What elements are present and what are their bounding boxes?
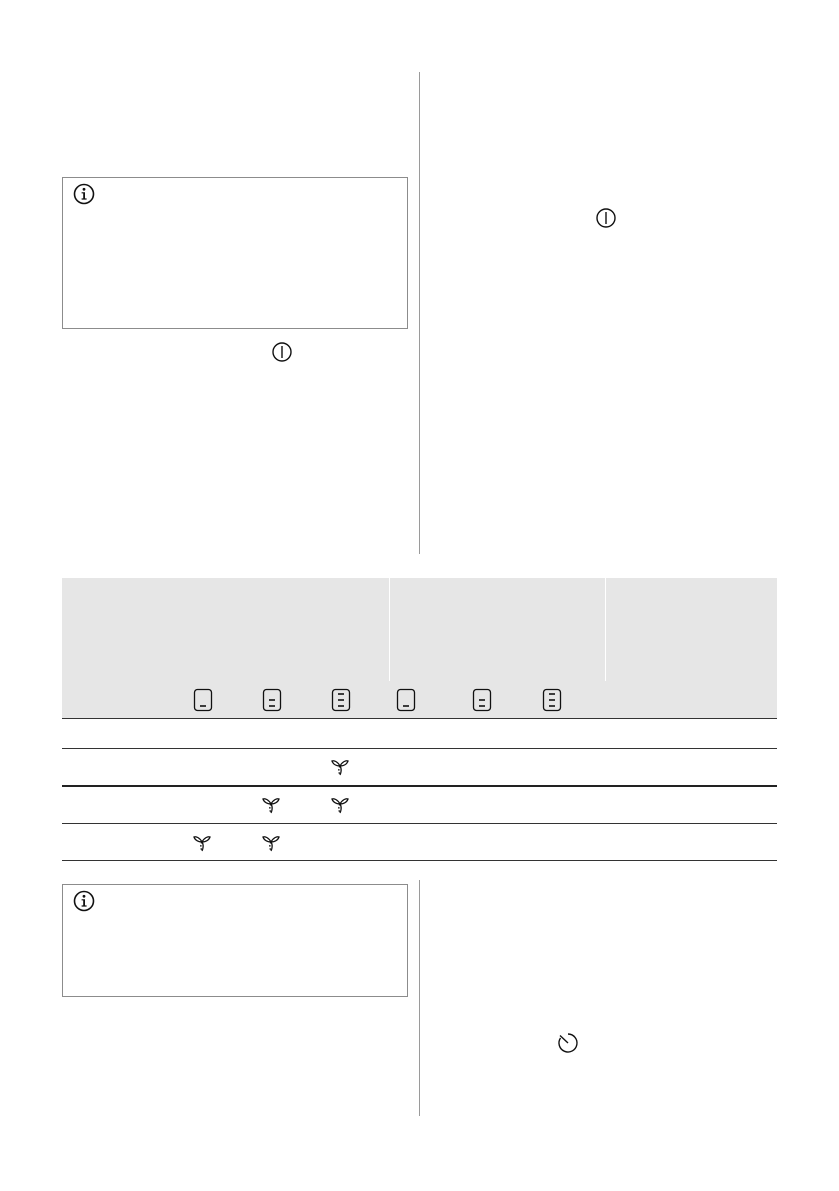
info-note-box-top (62, 177, 408, 329)
table-header (62, 578, 777, 681)
timer-icon (557, 1032, 579, 1054)
fan-icon (330, 756, 350, 777)
table-row-divider (62, 823, 777, 824)
table-row-divider (62, 785, 777, 787)
table-subheader (62, 681, 777, 718)
power-icon (595, 207, 617, 229)
heat-level-3-icon (542, 688, 562, 712)
fan-icon (192, 832, 212, 853)
fan-icon (330, 794, 350, 815)
table-row-divider (62, 718, 777, 719)
heat-level-3-icon (331, 688, 351, 712)
fan-icon (261, 794, 281, 815)
info-note-box-bottom (62, 884, 408, 997)
heat-level-1-icon (193, 688, 213, 712)
column-divider-bottom (419, 880, 420, 1116)
table-row-divider (62, 748, 777, 749)
heat-level-1-icon (396, 688, 416, 712)
column-divider-top (419, 72, 420, 554)
power-icon (271, 341, 293, 363)
heat-level-2-icon (262, 688, 282, 712)
heat-level-2-icon (472, 688, 492, 712)
info-icon (73, 183, 95, 205)
info-icon (73, 890, 95, 912)
table-bottom-rule (62, 860, 777, 861)
fan-icon (261, 832, 281, 853)
